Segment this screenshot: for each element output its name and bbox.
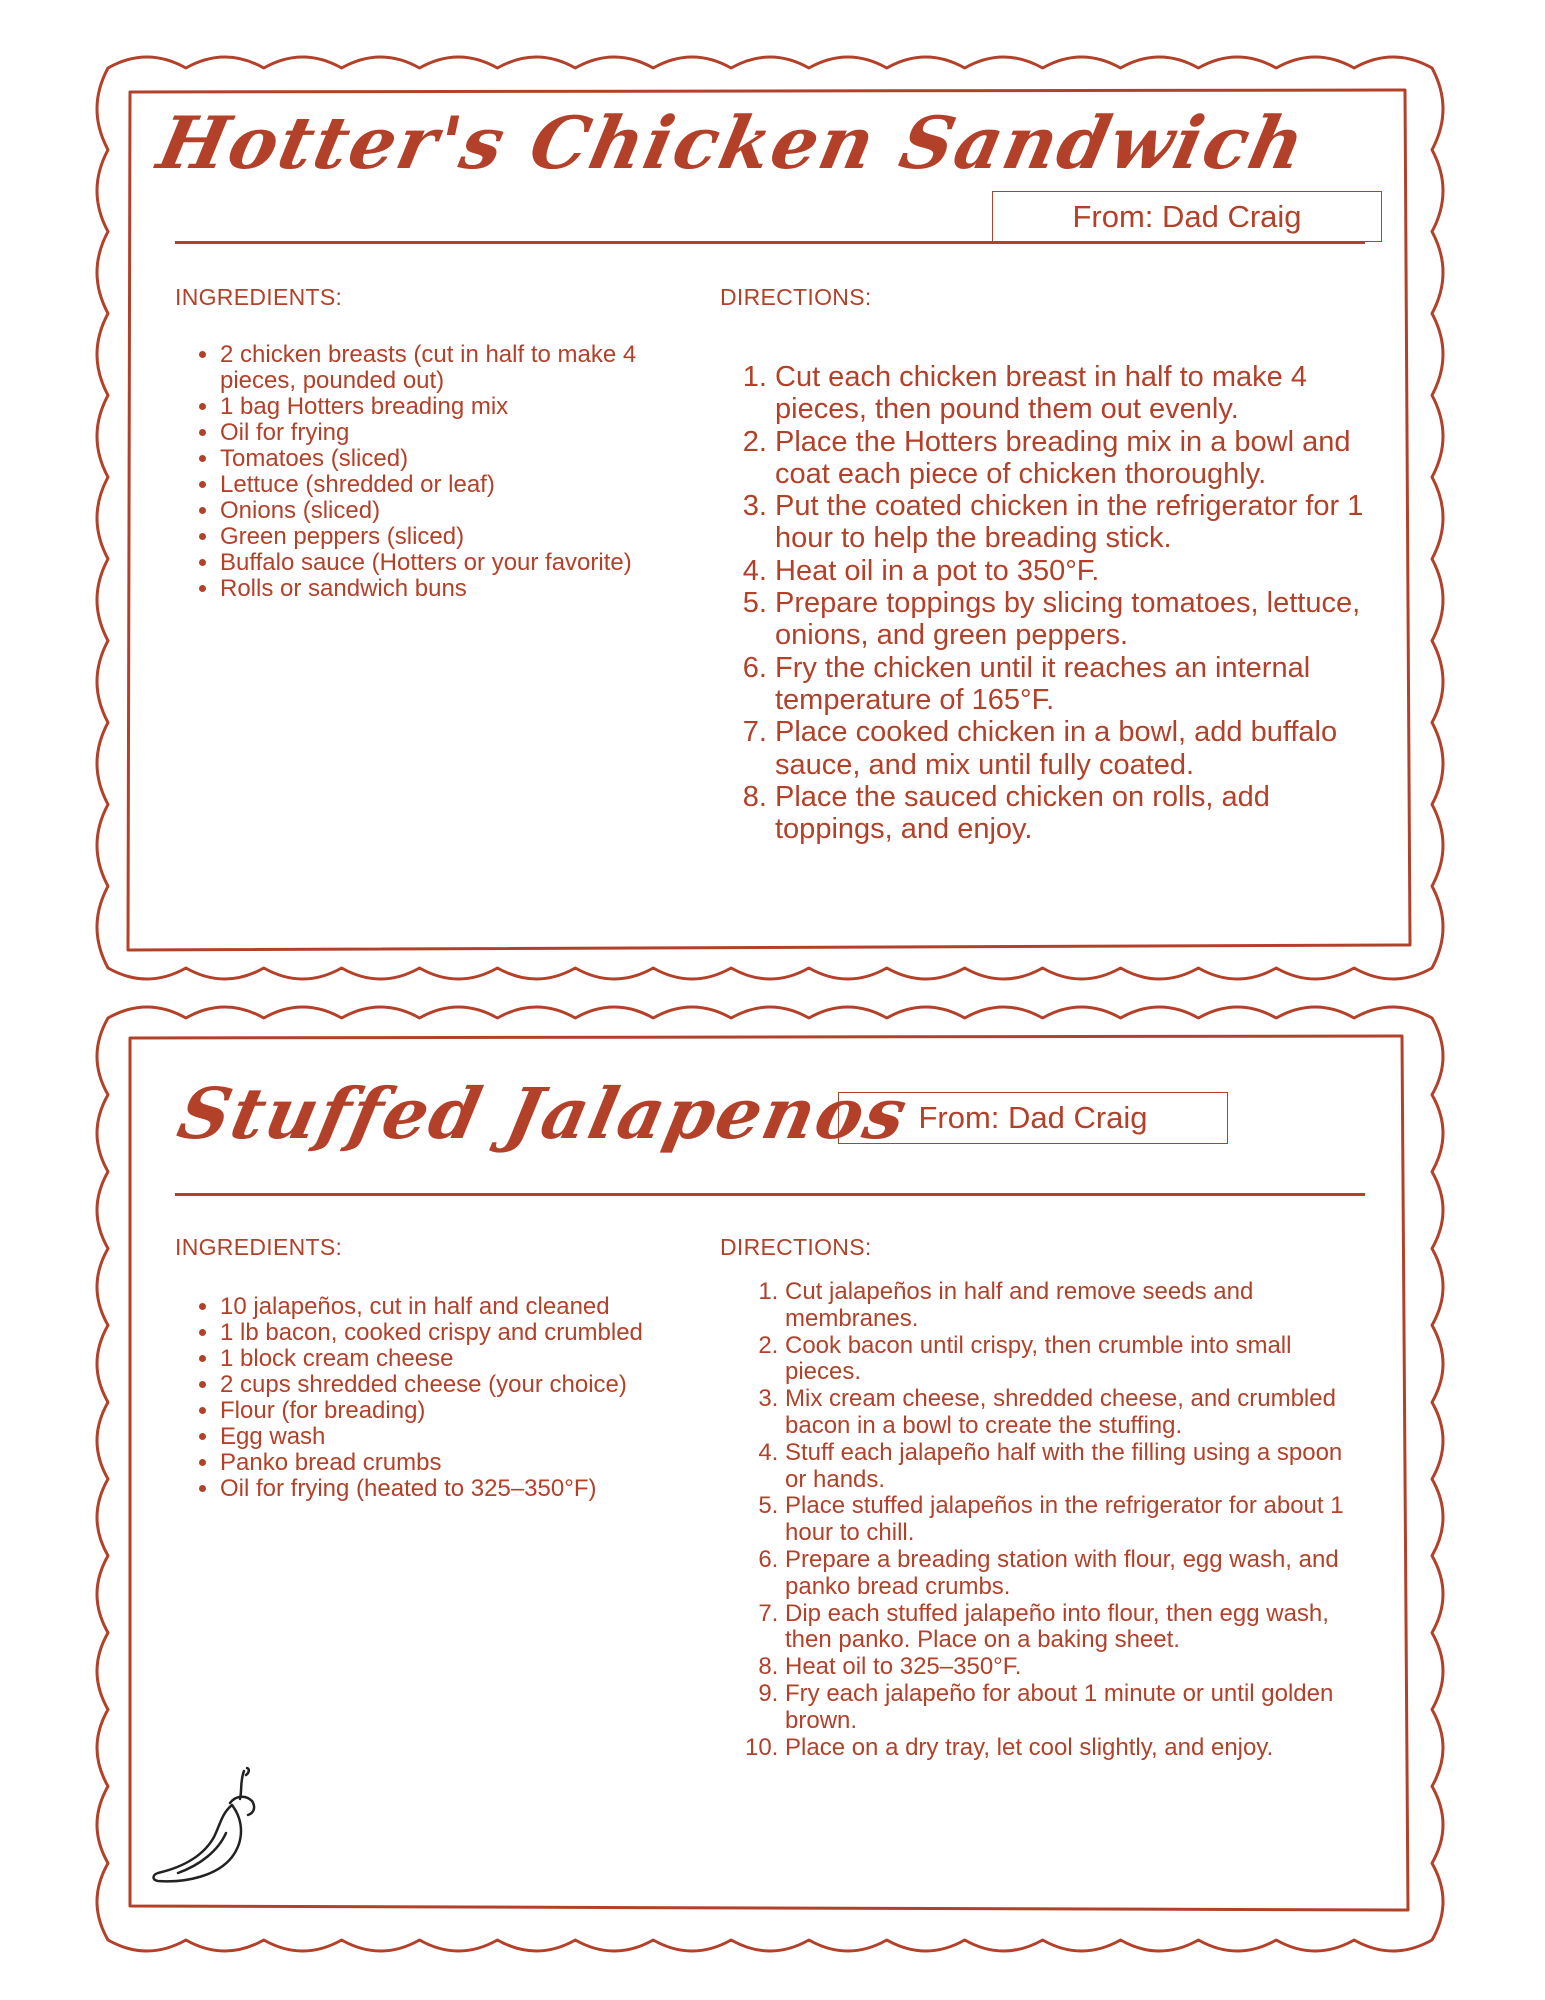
directions-heading: DIRECTIONS: xyxy=(720,1234,872,1260)
recipe-card-chicken-sandwich xyxy=(0,0,1545,990)
list-item: • Flour (for breading) xyxy=(220,1398,740,1424)
list-item: 2. Cook bacon until crispy, then crumble into small pieces. xyxy=(785,1333,1345,1387)
list-item: • 2 chicken breasts (cut in half to make 4 pieces, pounded out) xyxy=(220,342,710,394)
list-item: • Tomatoes (sliced) xyxy=(220,446,710,472)
recipe-title: Stuffed Jalapenos xyxy=(171,1072,916,1155)
ingredients-heading: INGREDIENTS: xyxy=(175,284,343,310)
list-item: 8. Heat oil to 325–350°F. xyxy=(785,1654,1345,1681)
list-item: 10. Place on a dry tray, let cool slightly, and enjoy. xyxy=(785,1735,1345,1762)
list-item: • 2 cups shredded cheese (your choice) xyxy=(220,1372,740,1398)
list-item: • Oil for frying (heated to 325–350°F) xyxy=(220,1476,740,1502)
directions-heading: DIRECTIONS: xyxy=(720,284,872,310)
list-item: 8. Place the sauced chicken on rolls, add toppings, and enjoy. xyxy=(775,781,1395,846)
list-item: • 1 bag Hotters breading mix xyxy=(220,394,710,420)
list-item: 1. Cut jalapeños in half and remove seeds and membranes. xyxy=(785,1279,1345,1333)
list-item: • Rolls or sandwich buns xyxy=(220,576,710,602)
list-item: • Oil for frying xyxy=(220,420,710,446)
from-attribution: From: Dad Craig xyxy=(992,191,1382,242)
ingredients-list xyxy=(175,342,710,602)
list-item: 7. Dip each stuffed jalapeño into flour, then egg wash, then panko. Place on a baking sheet. xyxy=(785,1601,1345,1655)
list-item: • Green peppers (sliced) xyxy=(220,524,710,550)
list-item: • Lettuce (shredded or leaf) xyxy=(220,472,710,498)
list-item: 4. Heat oil in a pot to 350°F. xyxy=(775,555,1395,587)
list-item: • Egg wash xyxy=(220,1424,740,1450)
list-item: • 1 lb bacon, cooked crispy and crumbled xyxy=(220,1320,740,1346)
scallop-border-bottom-card xyxy=(97,1007,1443,1951)
list-item: 1. Cut each chicken breast in half to make 4 pieces, then pound them out evenly. xyxy=(775,361,1395,426)
list-item: • Panko bread crumbs xyxy=(220,1450,740,1476)
recipe-title: Hotter's Chicken Sandwich xyxy=(150,100,1314,185)
list-item: • 10 jalapeños, cut in half and cleaned xyxy=(220,1294,740,1320)
list-item: • 1 block cream cheese xyxy=(220,1346,740,1372)
ingredients-heading: INGREDIENTS: xyxy=(175,1234,343,1260)
list-item: 7. Place cooked chicken in a bowl, add buffalo sauce, and mix until fully coated. xyxy=(775,716,1395,781)
list-item: 5. Prepare toppings by slicing tomatoes, lettuce, onions, and green peppers. xyxy=(775,587,1395,652)
list-item: 4. Stuff each jalapeño half with the filling using a spoon or hands. xyxy=(785,1440,1345,1494)
list-item: 6. Fry the chicken until it reaches an internal temperature of 165°F. xyxy=(775,652,1395,717)
list-item: 9. Fry each jalapeño for about 1 minute or until golden brown. xyxy=(785,1681,1345,1735)
list-item: 3. Put the coated chicken in the refrigerator for 1 hour to help the breading stick. xyxy=(775,490,1395,555)
list-item: • Buffalo sauce (Hotters or your favorite) xyxy=(220,550,710,576)
list-item: 5. Place stuffed jalapeños in the refrigerator for about 1 hour to chill. xyxy=(785,1493,1345,1547)
title-underline xyxy=(175,241,1365,244)
from-attribution: From: Dad Craig xyxy=(838,1092,1228,1144)
directions-list xyxy=(725,361,1395,845)
list-item: 3. Mix cream cheese, shredded cheese, and crumbled bacon in a bowl to create the stuffing. xyxy=(785,1386,1345,1440)
list-item: 2. Place the Hotters breading mix in a bowl and coat each piece of chicken thoroughly. xyxy=(775,426,1395,491)
list-item: • Onions (sliced) xyxy=(220,498,710,524)
list-item: 6. Prepare a breading station with flour, egg wash, and panko bread crumbs. xyxy=(785,1547,1345,1601)
inner-border-bottom-card xyxy=(130,1036,1408,1910)
